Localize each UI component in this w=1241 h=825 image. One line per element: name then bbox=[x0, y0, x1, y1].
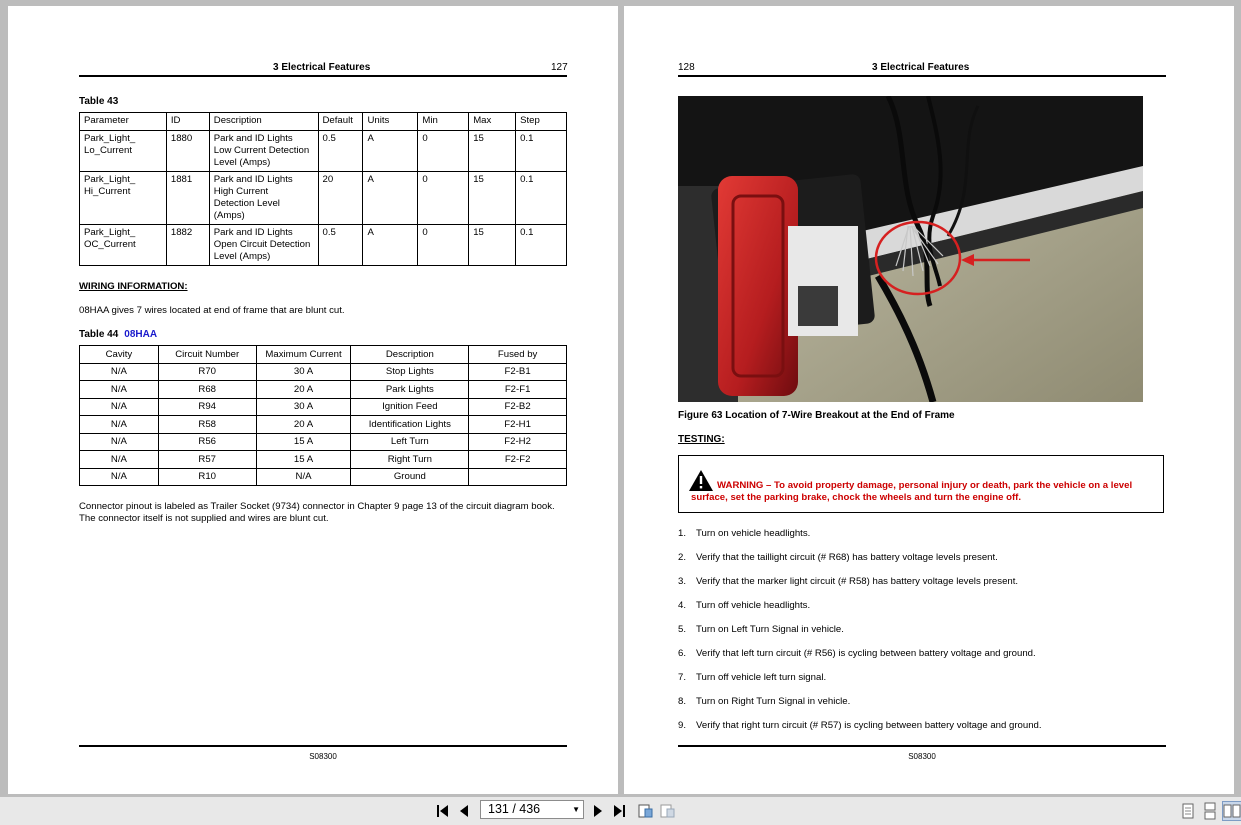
step-text: Turn off vehicle left turn signal. bbox=[696, 672, 827, 683]
col-header-circuit-number: Circuit Number bbox=[158, 346, 256, 364]
table-cell-maximum-current: 20 A bbox=[256, 416, 351, 434]
table-row bbox=[80, 433, 567, 451]
table-cell-default: 20 bbox=[318, 172, 363, 225]
table-row bbox=[80, 416, 567, 434]
viewer-toolbar bbox=[0, 797, 1241, 825]
col-header-description: Description bbox=[209, 113, 318, 131]
page-number-select[interactable] bbox=[480, 800, 584, 819]
header-rule bbox=[678, 75, 1166, 77]
table-cell-cavity: N/A bbox=[80, 381, 159, 399]
table-cell-id: 1882 bbox=[166, 225, 209, 266]
table-cell-cavity: N/A bbox=[80, 468, 159, 486]
col-header-cavity: Cavity bbox=[80, 346, 159, 364]
table-cell-param: Park_Light_ Hi_Current bbox=[80, 172, 167, 225]
page-header-section: 3 Electrical Features bbox=[273, 62, 371, 73]
table-cell-circuit-number: R68 bbox=[158, 381, 256, 399]
wiring-heading: WIRING INFORMATION: bbox=[79, 281, 188, 292]
table-44-label: Table 44 bbox=[79, 329, 119, 340]
page-header-number: 128 bbox=[678, 62, 695, 73]
table-cell-description: Ignition Feed bbox=[351, 398, 469, 416]
col-header-units: Units bbox=[363, 113, 418, 131]
list-item bbox=[678, 720, 1178, 744]
table-header-row bbox=[80, 346, 567, 364]
warning-box bbox=[678, 455, 1164, 513]
connector-text: Connector pinout is labeled as Trailer Socket (9734) connector in Chapter 9 page 13 of the circuit diagram book. The connector itself is not supplied and wires are blunt cut. bbox=[79, 501, 555, 524]
step-number: 1. bbox=[678, 528, 687, 539]
step-number: 4. bbox=[678, 600, 687, 611]
step-text: Turn on Right Turn Signal in vehicle. bbox=[696, 696, 851, 707]
table-row bbox=[80, 451, 567, 469]
table-row bbox=[80, 172, 567, 225]
step-number: 2. bbox=[678, 552, 687, 563]
table-43-caption: Table 43 bbox=[79, 96, 119, 107]
step-number: 9. bbox=[678, 720, 687, 731]
table-cell-description: Left Turn bbox=[351, 433, 469, 451]
page-footer-code: S08300 bbox=[908, 752, 936, 761]
table-cell-description: Park Lights bbox=[351, 381, 469, 399]
table-cell-cavity: N/A bbox=[80, 398, 159, 416]
figure-caption: Figure 63 Location of 7-Wire Breakout at the End of Frame bbox=[678, 410, 955, 421]
table-cell-max: 15 bbox=[469, 225, 516, 266]
table-cell-fused-by: F2-H2 bbox=[469, 433, 567, 451]
table-cell-id: 1881 bbox=[166, 172, 209, 225]
table-cell-fused-by: F2-F2 bbox=[469, 451, 567, 469]
wiring-table bbox=[79, 345, 567, 486]
list-item bbox=[678, 696, 1178, 720]
step-number: 8. bbox=[678, 696, 687, 707]
table-cell-maximum-current: 20 A bbox=[256, 381, 351, 399]
table-cell-cavity: N/A bbox=[80, 451, 159, 469]
page-header-section: 3 Electrical Features bbox=[872, 62, 970, 73]
table-cell-desc: Park and ID Lights High Current Detection Level (Amps) bbox=[209, 172, 318, 225]
step-number: 3. bbox=[678, 576, 687, 587]
continuous-view-icon[interactable] bbox=[1201, 802, 1219, 820]
step-text: Verify that left turn circuit (# R56) is cycling between battery voltage and ground. bbox=[696, 648, 1036, 659]
table-cell-step: 0.1 bbox=[516, 131, 567, 172]
page-tools-alt-icon[interactable] bbox=[658, 802, 676, 820]
col-header-parameter: Parameter bbox=[80, 113, 167, 131]
table-cell-max: 15 bbox=[469, 131, 516, 172]
step-number: 6. bbox=[678, 648, 687, 659]
table-cell-step: 0.1 bbox=[516, 172, 567, 225]
list-item bbox=[678, 528, 1178, 552]
step-text: Verify that right turn circuit (# R57) is cycling between battery voltage and ground. bbox=[696, 720, 1042, 731]
table-44-caption bbox=[79, 329, 157, 340]
table-row bbox=[80, 381, 567, 399]
table-cell-maximum-current: N/A bbox=[256, 468, 351, 486]
table-cell-circuit-number: R70 bbox=[158, 363, 256, 381]
step-number: 7. bbox=[678, 672, 687, 683]
list-item bbox=[678, 648, 1178, 672]
col-header-maximum-current: Maximum Current bbox=[256, 346, 351, 364]
table-row bbox=[80, 131, 567, 172]
footer-rule bbox=[678, 745, 1166, 747]
table-cell-cavity: N/A bbox=[80, 363, 159, 381]
table-cell-param: Park_Light_ OC_Current bbox=[80, 225, 167, 266]
step-text: Verify that the taillight circuit (# R68) has battery voltage levels present. bbox=[696, 552, 998, 563]
list-item bbox=[678, 576, 1178, 600]
table-cell-description: Identification Lights bbox=[351, 416, 469, 434]
page-header-number: 127 bbox=[551, 62, 568, 73]
table-cell-fused-by: F2-H1 bbox=[469, 416, 567, 434]
wiring-text: 08HAA gives 7 wires located at end of frame that are blunt cut. bbox=[79, 305, 345, 316]
col-header-step: Step bbox=[516, 113, 567, 131]
table-cell-circuit-number: R10 bbox=[158, 468, 256, 486]
figure-63-photo bbox=[678, 96, 1143, 402]
footer-rule bbox=[79, 745, 567, 747]
table-cell-min: 0 bbox=[418, 225, 469, 266]
prev-page-icon[interactable] bbox=[456, 802, 474, 820]
table-cell-default: 0.5 bbox=[318, 225, 363, 266]
table-cell-circuit-number: R94 bbox=[158, 398, 256, 416]
table-cell-maximum-current: 15 A bbox=[256, 433, 351, 451]
table-cell-cavity: N/A bbox=[80, 433, 159, 451]
list-item bbox=[678, 552, 1178, 576]
testing-steps-list bbox=[678, 528, 1178, 744]
col-header-min: Min bbox=[418, 113, 469, 131]
single-page-view-icon[interactable] bbox=[1179, 802, 1197, 820]
list-item bbox=[678, 600, 1178, 624]
next-page-icon[interactable] bbox=[588, 802, 606, 820]
table-cell-units: A bbox=[363, 172, 418, 225]
col-header-default: Default bbox=[318, 113, 363, 131]
table-cell-description: Stop Lights bbox=[351, 363, 469, 381]
table-cell-fused-by bbox=[469, 468, 567, 486]
table-cell-maximum-current: 15 A bbox=[256, 451, 351, 469]
table-44-link[interactable]: 08HAA bbox=[124, 329, 158, 340]
step-text: Turn off vehicle headlights. bbox=[696, 600, 811, 611]
chevron-down-icon: ▼ bbox=[572, 805, 580, 814]
first-page-icon[interactable] bbox=[434, 802, 452, 820]
step-text: Turn on vehicle headlights. bbox=[696, 528, 811, 539]
table-cell-units: A bbox=[363, 225, 418, 266]
table-cell-min: 0 bbox=[418, 131, 469, 172]
table-row bbox=[80, 363, 567, 381]
table-cell-circuit-number: R58 bbox=[158, 416, 256, 434]
table-header-row bbox=[80, 113, 567, 131]
warning-text: WARNING – To avoid property damage, personal injury or death, park the vehicle on a level surface, set the parking brake, chock the wheels and turn the engine off. bbox=[691, 480, 1133, 503]
table-cell-min: 0 bbox=[418, 172, 469, 225]
table-cell-desc: Park and ID Lights Open Circuit Detection Level (Amps) bbox=[209, 225, 318, 266]
page-indicator: 131 / 436 bbox=[488, 802, 541, 816]
table-row bbox=[80, 225, 567, 266]
list-item bbox=[678, 672, 1178, 696]
step-text: Turn on Left Turn Signal in vehicle. bbox=[696, 624, 844, 635]
page-footer-code: S08300 bbox=[309, 752, 337, 761]
right-document-page bbox=[624, 6, 1234, 794]
left-document-page bbox=[8, 6, 618, 794]
table-cell-param: Park_Light_ Lo_Current bbox=[80, 131, 167, 172]
trailer-light-wire-photo bbox=[678, 96, 1143, 402]
table-cell-circuit-number: R57 bbox=[158, 451, 256, 469]
header-rule bbox=[79, 75, 567, 77]
table-cell-fused-by: F2-B1 bbox=[469, 363, 567, 381]
table-cell-maximum-current: 30 A bbox=[256, 363, 351, 381]
last-page-icon[interactable] bbox=[610, 802, 628, 820]
table-row bbox=[80, 398, 567, 416]
testing-heading: TESTING: bbox=[678, 434, 725, 445]
table-cell-fused-by: F2-B2 bbox=[469, 398, 567, 416]
table-cell-id: 1880 bbox=[166, 131, 209, 172]
step-text: Verify that the marker light circuit (# R58) has battery voltage levels present. bbox=[696, 576, 1019, 587]
table-cell-fused-by: F2-F1 bbox=[469, 381, 567, 399]
table-cell-description: Ground bbox=[351, 468, 469, 486]
page-tools-icon[interactable] bbox=[636, 802, 654, 820]
table-cell-max: 15 bbox=[469, 172, 516, 225]
col-header-max: Max bbox=[469, 113, 516, 131]
table-cell-cavity: N/A bbox=[80, 416, 159, 434]
table-cell-circuit-number: R56 bbox=[158, 433, 256, 451]
list-item bbox=[678, 624, 1178, 648]
parameters-table bbox=[79, 112, 567, 266]
table-cell-description: Right Turn bbox=[351, 451, 469, 469]
step-number: 5. bbox=[678, 624, 687, 635]
table-cell-units: A bbox=[363, 131, 418, 172]
table-cell-desc: Park and ID Lights Low Current Detection Level (Amps) bbox=[209, 131, 318, 172]
table-row bbox=[80, 468, 567, 486]
col-header-description: Description bbox=[351, 346, 469, 364]
table-cell-step: 0.1 bbox=[516, 225, 567, 266]
col-header-id: ID bbox=[166, 113, 209, 131]
col-header-fused-by: Fused by bbox=[469, 346, 567, 364]
table-cell-maximum-current: 30 A bbox=[256, 398, 351, 416]
table-cell-default: 0.5 bbox=[318, 131, 363, 172]
facing-pages-view-icon[interactable] bbox=[1223, 802, 1241, 820]
